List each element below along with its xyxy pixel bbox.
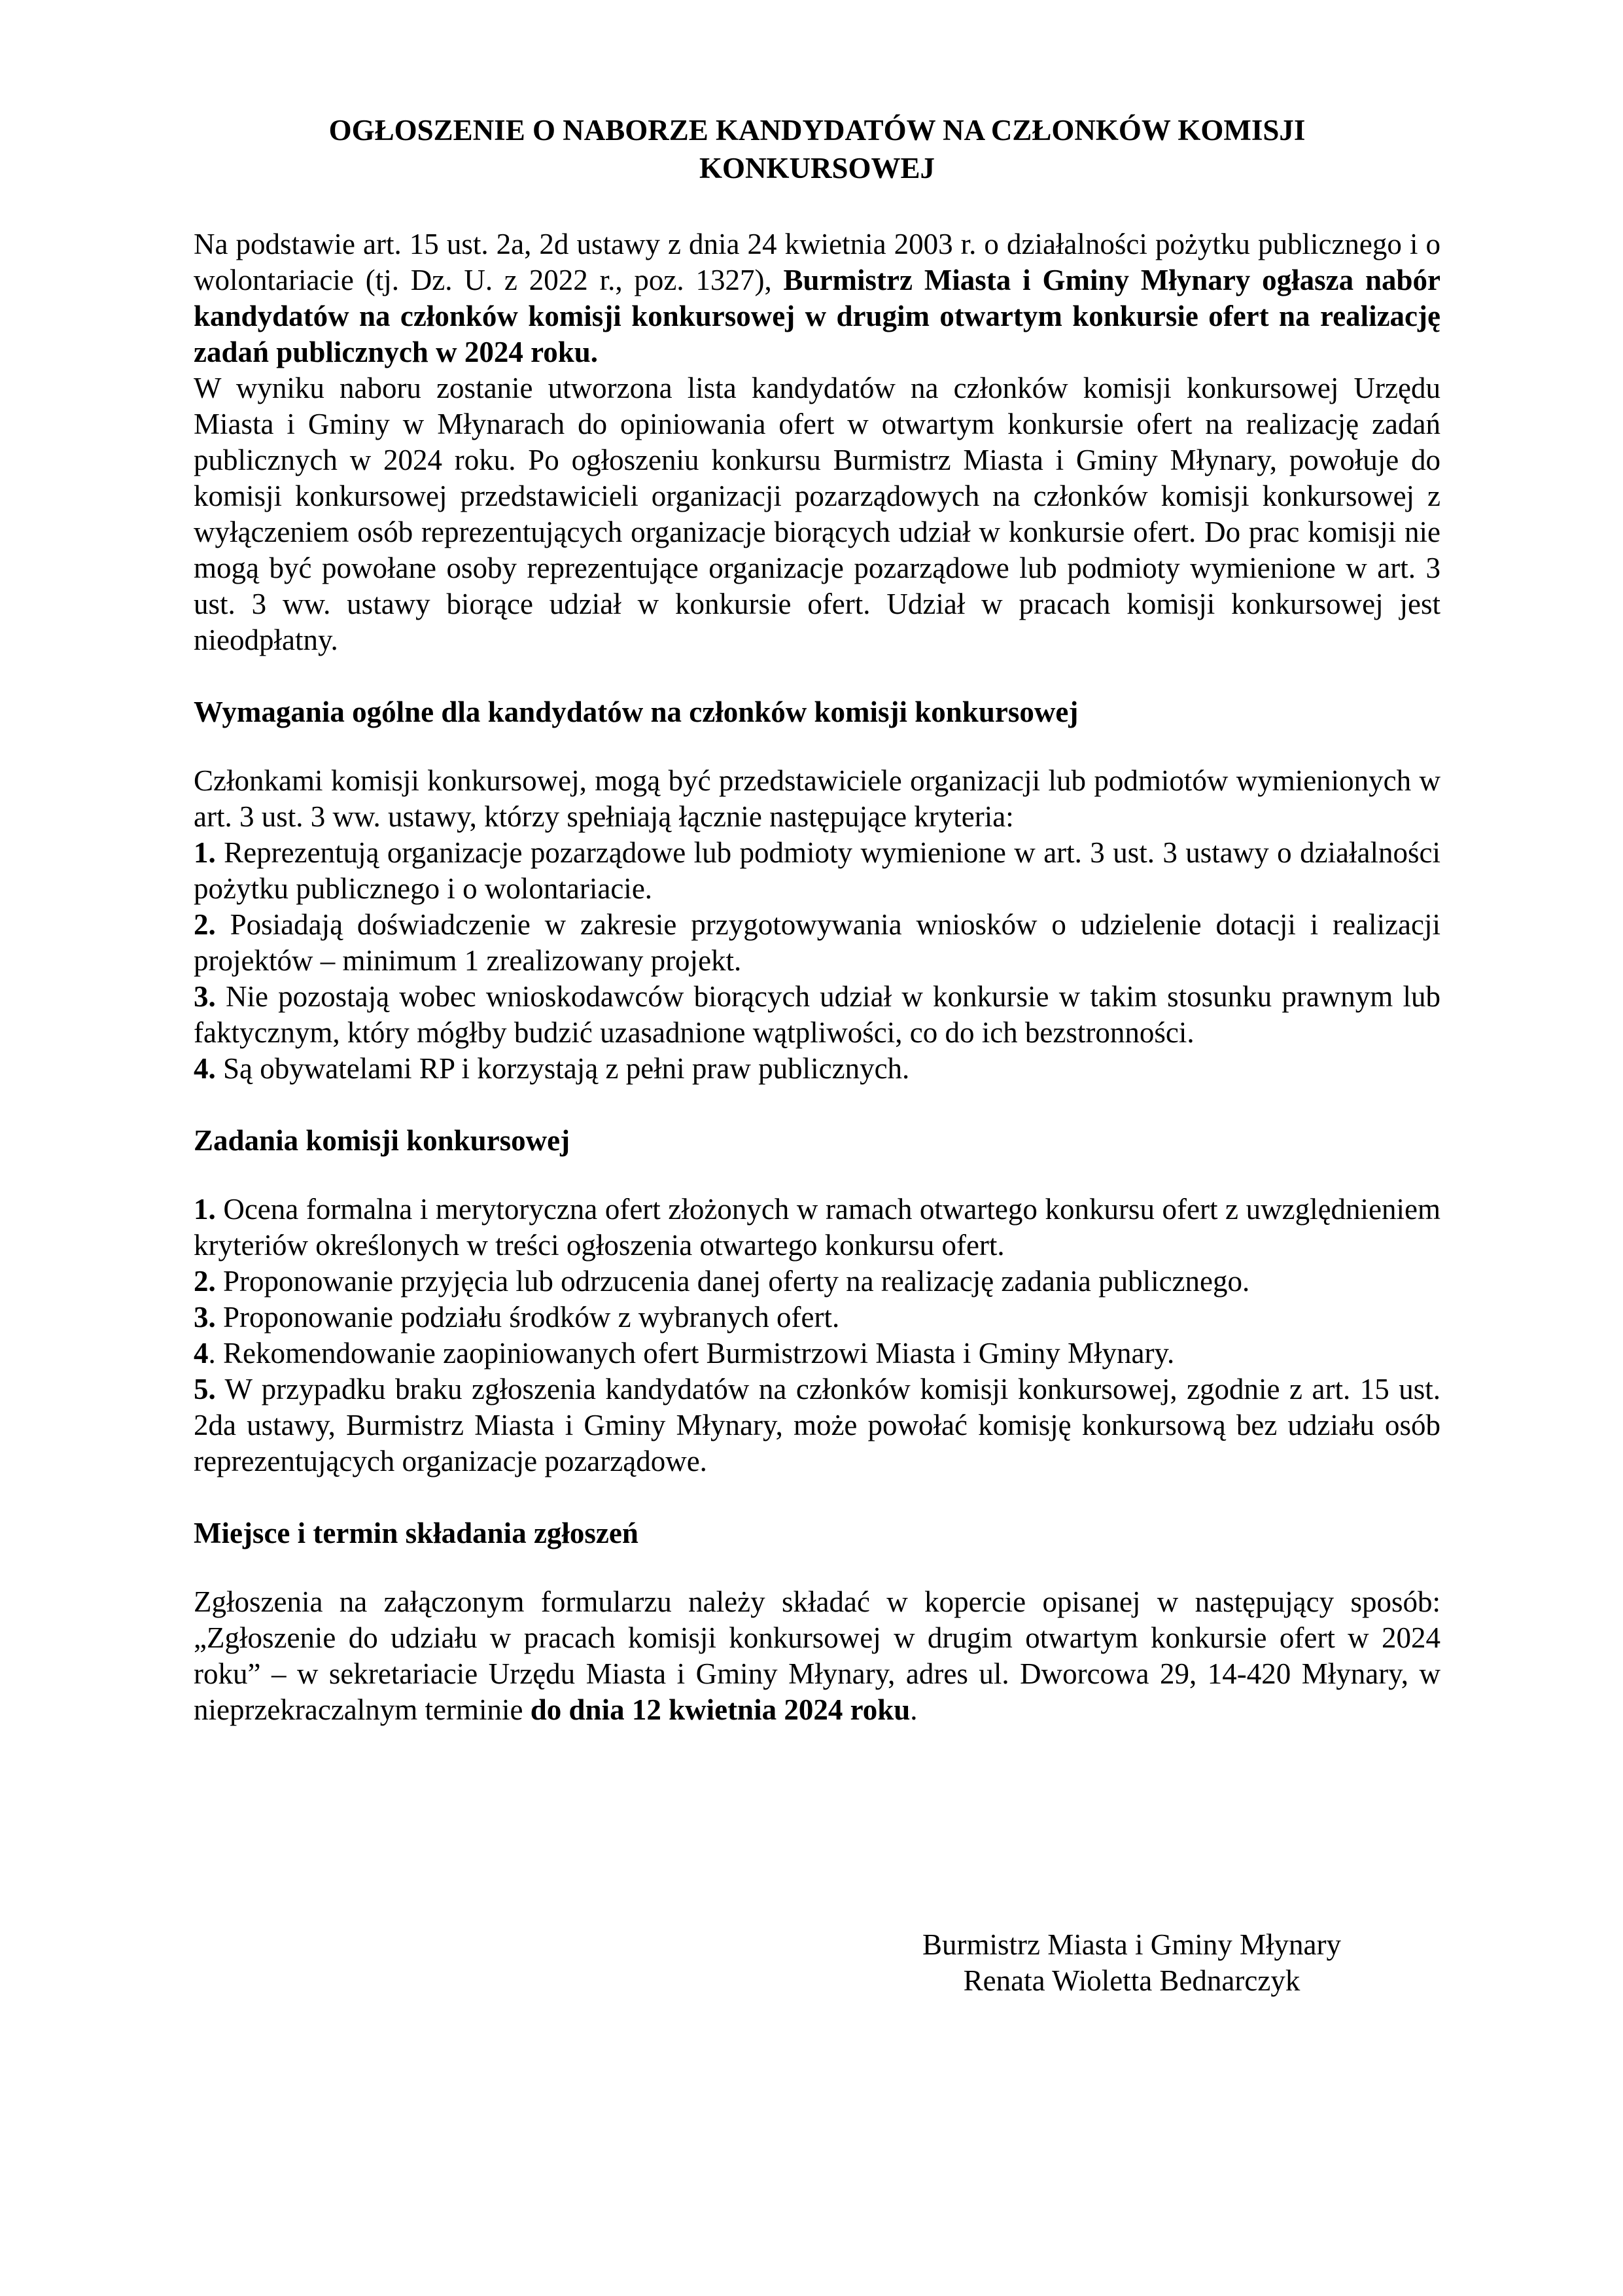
document-page	[194, 111, 1440, 1728]
tasks-heading: Zadania komisji konkursowej	[194, 1124, 570, 1157]
title-line-1: OGŁOSZENIE O NABORZE KANDYDATÓW NA CZŁONKÓW KOMISJI	[328, 114, 1306, 147]
requirements-heading: Wymagania ogólne dla kandydatów na członków komisji konkursowej	[194, 696, 1079, 728]
submission-text: Zgłoszenia na załączonym formularzu należy składać w kopercie opisanej w następujący sposób: „Zgłoszenie do udziału w pracach komisji konkursowej w drugim otwartym konkursie ofert w 2024 roku” – w sekretariacie Urzędu Miasta i Gminy Młynary, adres ul. Dworcowa 29, 14-420 Młynary, w nieprzekraczalnym terminie	[194, 1585, 1440, 1726]
item-text: Nie pozostają wobec wnioskodawców biorących udział w konkursie w takim stosunku prawnym lub faktycznym, który mógłby budzić uzasadnione wątpliwości, co do ich bezstronności.	[194, 980, 1440, 1049]
item-text: . Rekomendowanie zaopiniowanych ofert Burmistrzowi Miasta i Gminy Młynary.	[208, 1337, 1175, 1369]
item-number: 5.	[194, 1373, 216, 1405]
item-number: 2.	[194, 1265, 216, 1298]
item-number: 3.	[194, 1301, 216, 1333]
title-line-2: KONKURSOWEJ	[699, 152, 935, 185]
signature-title: Burmistrz Miasta i Gminy Młynary	[922, 1928, 1341, 1961]
item-text: Ocena formalna i merytoryczna ofert złożonych w ramach otwartego konkursu ofert z uwzględnieniem kryteriów określonych w treści ogłoszenia otwartego konkursu ofert.	[194, 1193, 1440, 1262]
signature-name: Renata Wioletta Bednarczyk	[963, 1964, 1300, 1997]
item-text: Proponowanie przyjęcia lub odrzucenia danej oferty na realizację zadania publicznego.	[215, 1265, 1250, 1298]
task-item	[194, 1335, 1440, 1371]
task-item	[194, 1299, 1440, 1335]
task-item	[194, 1192, 1440, 1263]
requirements-intro: Członkami komisji konkursowej, mogą być przedstawiciele organizacji lub podmiotów wymienionych w art. 3 ust. 3 ww. ustawy, którzy spełniają łącznie następujące kryteria:	[194, 764, 1440, 833]
item-text: Proponowanie podziału środków z wybranych ofert.	[215, 1301, 840, 1333]
item-text: Reprezentują organizacje pozarządowe lub podmioty wymienione w art. 3 ust. 3 ustawy o działalności pożytku publicznego i o wolontariacie.	[194, 836, 1440, 905]
item-number: 4.	[194, 1052, 216, 1085]
submission-end: .	[910, 1693, 918, 1726]
task-item	[194, 1371, 1440, 1479]
submission-heading: Miejsce i termin składania zgłoszeń	[194, 1517, 638, 1549]
intro-text: Na podstawie art. 15 ust. 2a, 2d ustawy z dnia 24 kwietnia 2003 r. o działalności pożytku publicznego i o wolontariacie (tj. Dz. U. z 2022 r., poz. 1327),	[194, 228, 1440, 296]
intro-paragraph	[194, 226, 1440, 370]
item-number: 3.	[194, 980, 216, 1013]
submission-deadline: do dnia 12 kwietnia 2024 roku	[530, 1693, 911, 1726]
requirement-item	[194, 907, 1440, 979]
intro-paragraph-2: W wyniku naboru zostanie utworzona lista kandydatów na członków komisji konkursowej Urzędu Miasta i Gminy w Młynarach do opiniowania ofert w otwartym konkursie ofert na realizację zadań publicznych w 2024 roku. Po ogłoszeniu konkursu Burmistrz Miasta i Gminy Młynary, powołuje do komisji konkursowej przedstawicieli organizacji pozarządowych na członków komisji konkursowej z wyłączeniem osób reprezentujących organizacje biorących udział w konkursie ofert. Do prac komisji nie mogą być powołane osoby reprezentujące organizacje pozarządowe lub podmioty wymienione w art. 3 ust. 3 ww. ustawy biorące udział w konkursie ofert. Udział w pracach komisji konkursowej jest nieodpłatny.	[194, 372, 1440, 656]
requirement-item	[194, 1051, 1440, 1087]
item-number: 1.	[194, 836, 216, 869]
item-number: 1.	[194, 1193, 216, 1226]
item-text: W przypadku braku zgłoszenia kandydatów na członków komisji konkursowej, zgodnie z art. 15 ust. 2da ustawy, Burmistrz Miasta i Gminy Młynary, może powołać komisję konkursową bez udziału osób reprezentujących organizacje pozarządowe.	[194, 1373, 1440, 1477]
signature-block	[903, 1927, 1361, 1999]
requirement-item	[194, 835, 1440, 907]
document-title	[194, 111, 1440, 187]
item-text: Posiadają doświadczenie w zakresie przygotowywania wniosków o udzielenie dotacji i realizacji projektów – minimum 1 zrealizowany projekt.	[194, 908, 1440, 977]
item-number: 2.	[194, 908, 216, 941]
intro-bold-text: Burmistrz Miasta i Gminy Młynary ogłasza nabór kandydatów na członków komisji konkursowej w drugim otwartym konkursie ofert na realizację zadań publicznych w 2024 roku.	[194, 264, 1440, 368]
item-number: 4	[194, 1337, 209, 1369]
submission-paragraph	[194, 1584, 1440, 1728]
item-text: Są obywatelami RP i korzystają z pełni praw publicznych.	[215, 1052, 910, 1085]
task-item	[194, 1263, 1440, 1299]
requirement-item	[194, 979, 1440, 1051]
